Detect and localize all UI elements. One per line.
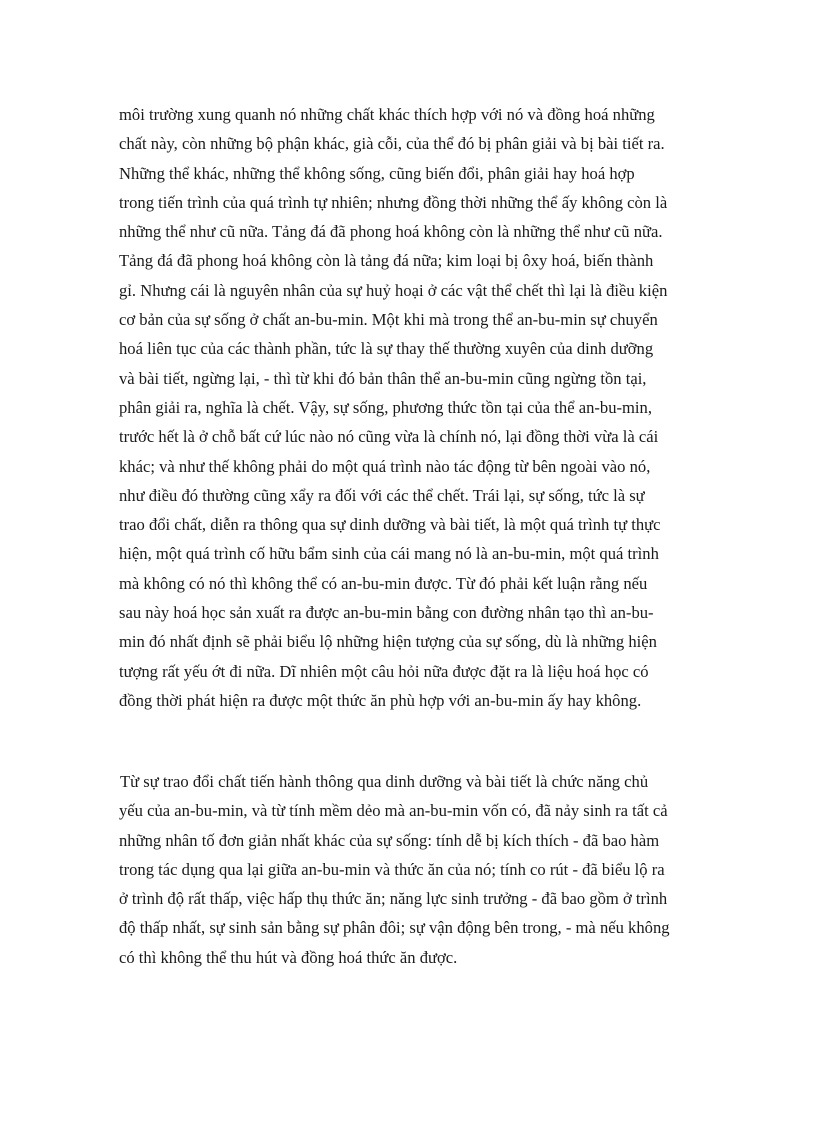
text-line: chất này, còn những bộ phận khác, già cỗi, của thể đó bị phân giải và bị bài tiết ra. (119, 134, 665, 154)
text-line: môi trường xung quanh nó những chất khác thích hợp với nó và đồng hoá những (119, 105, 655, 124)
text-line: trước hết là ở chỗ bất cứ lúc nào nó cũng vừa là chính nó, lại đồng thời vừa là cái (119, 427, 659, 447)
text-line: tượng rất yếu ớt đi nữa. Dĩ nhiên một câu hỏi nữa được đặt ra là liệu hoá học có (119, 661, 649, 681)
text-line: Từ sự trao đổi chất tiến hành thông qua dinh dưỡng và bài tiết là chức năng chủ (120, 772, 649, 791)
text-line: trao đổi chất, diễn ra thông qua sự dinh dưỡng và bài tiết, là một quá trình tự thực (119, 515, 661, 535)
text-line: đồng thời phát hiện ra được một thức ăn phù hợp với an-bu-min ấy hay không. (119, 690, 642, 710)
text-line: trong tiến trình của quá trình tự nhiên; nhưng đồng thời những thể ấy không còn là (119, 192, 668, 212)
text-line: cơ bản của sự sống ở chất an-bu-min. Một khi mà trong thể an-bu-min sự chuyển (119, 310, 658, 330)
text-line: như điều đó thường cũng xẩy ra đối với các thể chết. Trái lại, sự sống, tức là sự (119, 485, 645, 505)
text-line: sau này hoá học sản xuất ra được an-bu-min bằng con đường nhân tạo thì an-bu- (119, 603, 654, 623)
paragraph-2 (119, 767, 699, 972)
text-line: ở trình độ rất thấp, việc hấp thụ thức ăn; năng lực sinh trưởng - đã bao gồm ở trình (119, 889, 668, 909)
paragraph-1 (119, 100, 699, 715)
text-line: những nhân tố đơn giản nhất khác của sự sống: tính dễ bị kích thích - đã bao hàm (119, 830, 660, 850)
text-line: Những thể khác, những thể không sống, cũng biến đổi, phân giải hay hoá hợp (119, 163, 635, 183)
text-line: độ thấp nhất, sự sinh sản bằng sự phân đôi; sự vận động bên trong, - mà nếu không (119, 918, 670, 938)
text-line: và bài tiết, ngừng lại, - thì từ khi đó bản thân thể an-bu-min cũng ngừng tồn tại, (119, 368, 647, 388)
text-line: có thì không thể thu hút và đồng hoá thức ăn được. (119, 947, 458, 967)
text-line: Tảng đá đã phong hoá không còn là tảng đá nữa; kim loại bị ôxy hoá, biến thành (119, 251, 654, 271)
text-line: hoá liên tục của các thành phần, tức là sự thay thế thường xuyên của dinh dưỡng (119, 339, 654, 359)
text-line: yếu của an-bu-min, và từ tính mềm dẻo mà an-bu-min vốn có, đã nảy sinh ra tất cả (119, 801, 668, 821)
text-line: gỉ. Nhưng cái là nguyên nhân của sự huỷ hoại ở các vật thể chết thì lại là điều kiện (119, 280, 668, 300)
text-line: min đó nhất định sẽ phải biểu lộ những hiện tượng của sự sống, dù là những hiện (119, 632, 657, 652)
text-line: hiện, một quá trình cố hữu bẩm sinh của cái mang nó là an-bu-min, một quá trình (119, 544, 659, 564)
text-line: những thể như cũ nữa. Tảng đá đã phong hoá không còn là những thể như cũ nữa. (119, 222, 663, 242)
text-line: khác; và như thế không phải do một quá trình nào tác động từ bên ngoài vào nó, (119, 456, 651, 476)
text-line: trong tác dụng qua lại giữa an-bu-min và thức ăn của nó; tính co rút - đã biểu lộ ra (119, 859, 665, 879)
text-line: phân giải ra, nghĩa là chết. Vậy, sự sống, phương thức tồn tại của thể an-bu-min, (119, 397, 652, 417)
text-line: mà không có nó thì không thể có an-bu-min được. Từ đó phải kết luận rằng nếu (119, 573, 648, 593)
